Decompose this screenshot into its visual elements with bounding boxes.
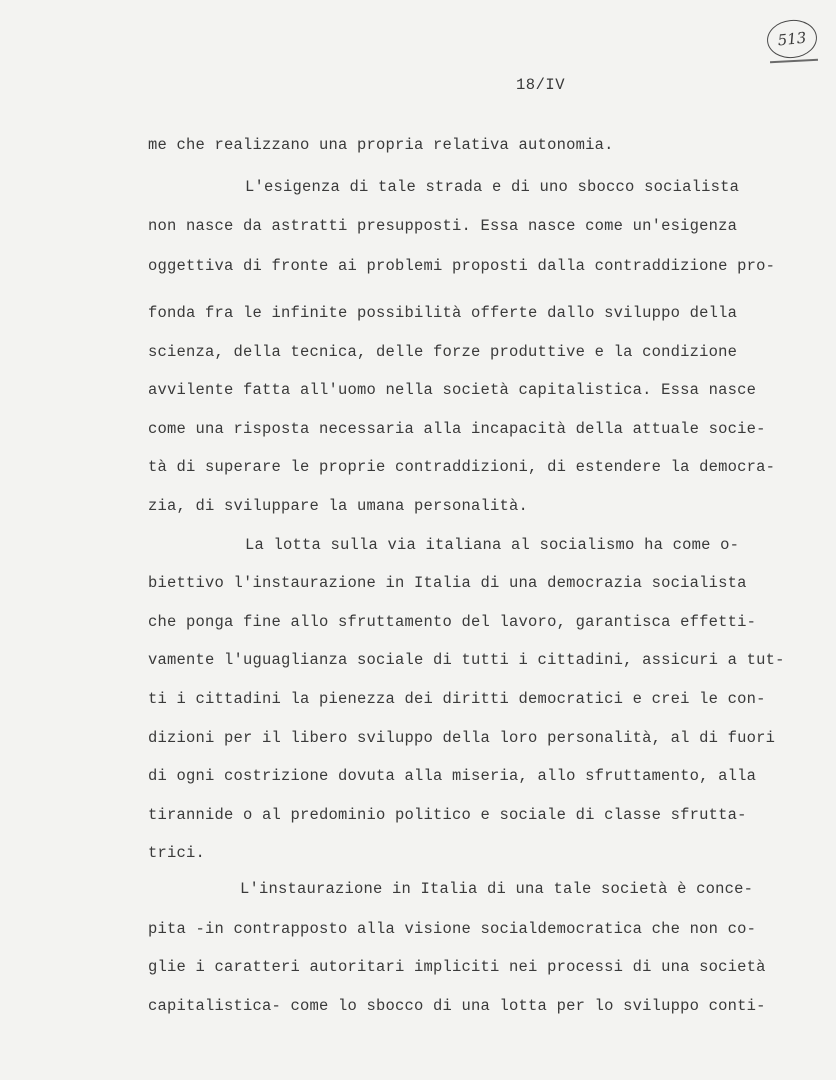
text-line: tirannide o al predominio politico e sociale di classe sfrutta-: [148, 806, 747, 824]
text-line: ti i cittadini la pienezza dei diritti democratici e crei le con-: [148, 690, 766, 708]
stamp-underline: [770, 59, 818, 64]
text-line: avvilente fatta all'uomo nella società capitalistica. Essa nasce: [148, 381, 757, 399]
text-line: dizioni per il libero sviluppo della loro personalità, al di fuori: [148, 729, 776, 747]
text-line: L'instaurazione in Italia di una tale società è conce-: [240, 880, 754, 898]
text-line: glie i caratteri autoritari impliciti nei processi di una società: [148, 958, 766, 976]
text-line: vamente l'uguaglianza sociale di tutti i cittadini, assicuri a tut-: [148, 651, 785, 669]
text-line: me che realizzano una propria relativa autonomia.: [148, 136, 614, 154]
text-line: fonda fra le infinite possibilità offerte dallo sviluppo della: [148, 304, 738, 322]
text-line: scienza, della tecnica, delle forze produttive e la condizione: [148, 343, 738, 361]
text-line: zia, di sviluppare la umana personalità.: [148, 497, 529, 515]
text-line: capitalistica- come lo sbocco di una lotta per lo sviluppo conti-: [148, 997, 766, 1015]
text-line: trici.: [148, 844, 206, 862]
text-line: non nasce da astratti presupposti. Essa nasce come un'esigenza: [148, 217, 738, 235]
text-line: oggettiva di fronte ai problemi proposti dalla contraddizione pro-: [148, 257, 776, 275]
text-line: La lotta sulla via italiana al socialismo ha come o-: [245, 536, 740, 554]
archive-stamp: 513: [765, 17, 819, 60]
text-line: di ogni costrizione dovuta alla miseria, allo sfruttamento, alla: [148, 767, 757, 785]
text-line: pita -in contrapposto alla visione socialdemocratica che non co-: [148, 920, 757, 938]
page-number: 18/IV: [516, 76, 566, 94]
text-line: come una risposta necessaria alla incapacità della attuale socie-: [148, 420, 766, 438]
text-line: L'esigenza di tale strada e di uno sbocco socialista: [245, 178, 740, 196]
text-line: che ponga fine allo sfruttamento del lavoro, garantisca effetti-: [148, 613, 757, 631]
text-line: tà di superare le proprie contraddizioni, di estendere la democra-: [148, 458, 776, 476]
text-line: biettivo l'instaurazione in Italia di una democrazia socialista: [148, 574, 747, 592]
